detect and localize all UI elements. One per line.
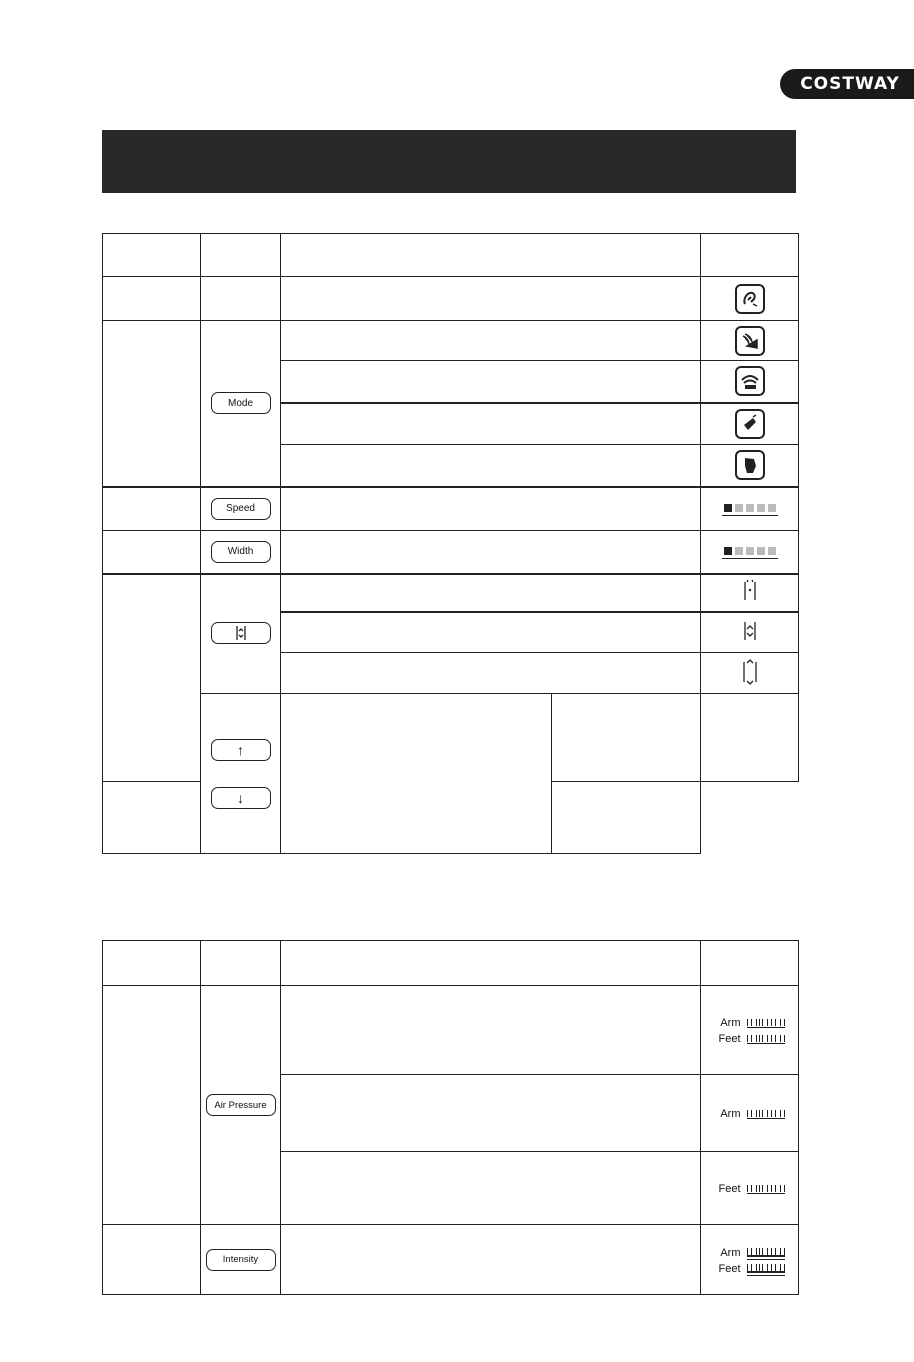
air-pressure-button[interactable]: Air Pressure [206,1094,276,1116]
feet-label: Feet [718,1183,741,1195]
speed-button-cell [201,487,281,531]
level-square [757,547,765,555]
mode-icon-cell [701,361,799,403]
header-cell [201,234,281,277]
air-indicator-cell [701,1075,799,1152]
table-cell [281,612,701,653]
table-cell [103,574,201,782]
header-cell [701,941,799,986]
mode-icon-cell [701,321,799,361]
table-cell [552,782,701,854]
level-square [768,547,776,555]
function-table [102,233,799,854]
speed-level-cell [701,487,799,531]
arm-ticks-icon [747,1019,785,1028]
table-cell [103,321,201,487]
arm-intensity-ticks-icon [747,1248,785,1257]
arm-label: Arm [720,1246,741,1259]
header-cell [701,234,799,277]
air-pressure-table [102,940,799,1295]
header-cell [281,234,701,277]
intensity-button[interactable]: Intensity [206,1249,276,1271]
table-cell [281,1225,701,1295]
arm-ticks-icon [747,1110,785,1119]
table-cell [281,277,701,321]
width-button-cell [201,531,281,574]
position-button[interactable] [211,622,271,644]
feet-intensity-ticks-icon [747,1264,785,1273]
table-cell [281,1075,701,1152]
position-partial-icon [742,619,758,646]
table-cell [201,277,281,321]
position-icon-cell [701,653,799,694]
level-square [735,547,743,555]
section-title-bar [102,130,796,193]
table-cell [103,1225,201,1295]
table-cell [281,321,701,361]
arm-label: Arm [720,1017,741,1029]
feet-label: Feet [718,1262,741,1275]
table-cell [701,694,799,782]
intensity-button-cell [201,1225,281,1295]
level-square [746,504,754,512]
air-indicator-cell [701,1152,799,1225]
table-cell [103,277,201,321]
level-square [757,504,765,512]
brand-tab: COSTWAY [780,69,914,99]
position-button-cell [201,574,281,694]
table-cell [281,403,701,445]
header-cell [201,941,281,986]
air-indicator-cell [701,986,799,1075]
table-cell [552,694,701,782]
hand-icon [735,284,765,314]
up-arrow-button[interactable]: ↑ [211,739,271,761]
table-cell [103,531,201,574]
level-square [768,504,776,512]
level-underline [722,515,778,516]
speed-button[interactable]: Speed [211,498,271,520]
mode-kneading-icon [735,366,765,396]
width-level-indicator [722,547,778,559]
table-cell [103,487,201,531]
mode-button[interactable]: Mode [211,392,271,414]
header-cell [281,941,701,986]
level-square [724,504,732,512]
table-cell [281,531,701,574]
intensity-indicator-cell [701,1225,799,1295]
mode-clapping-icon [735,450,765,480]
speed-level-indicator [722,504,778,516]
feet-ticks-icon [747,1035,785,1044]
air-pressure-button-cell [201,986,281,1225]
mode-button-cell [201,321,281,487]
arm-label: Arm [720,1108,741,1120]
table-cell [281,986,701,1075]
table-cell [281,1152,701,1225]
mode-icon-cell [701,445,799,487]
header-cell [103,234,201,277]
mode-shiatsu-icon [735,326,765,356]
header-cell [103,941,201,986]
table-cell [103,782,201,854]
position-point-icon [742,579,758,606]
table-cell [281,487,701,531]
table-cell [103,986,201,1225]
position-full-icon [741,658,759,689]
table-cell [281,445,701,487]
feet-label: Feet [718,1033,741,1045]
position-icon-cell [701,574,799,612]
table-cell [281,694,552,854]
mode-icon-cell [701,403,799,445]
table-cell [281,653,701,694]
width-button[interactable]: Width [211,541,271,563]
position-icon-cell [701,612,799,653]
arrow-buttons-cell [201,694,281,854]
level-square [735,504,743,512]
hand-cell [701,277,799,321]
width-level-cell [701,531,799,574]
level-square [746,547,754,555]
mode-tapping-icon [735,409,765,439]
level-underline [722,558,778,559]
feet-ticks-icon [747,1185,785,1194]
down-arrow-button[interactable]: ↓ [211,787,271,809]
table-cell [281,574,701,612]
level-square [724,547,732,555]
table-cell [281,361,701,403]
